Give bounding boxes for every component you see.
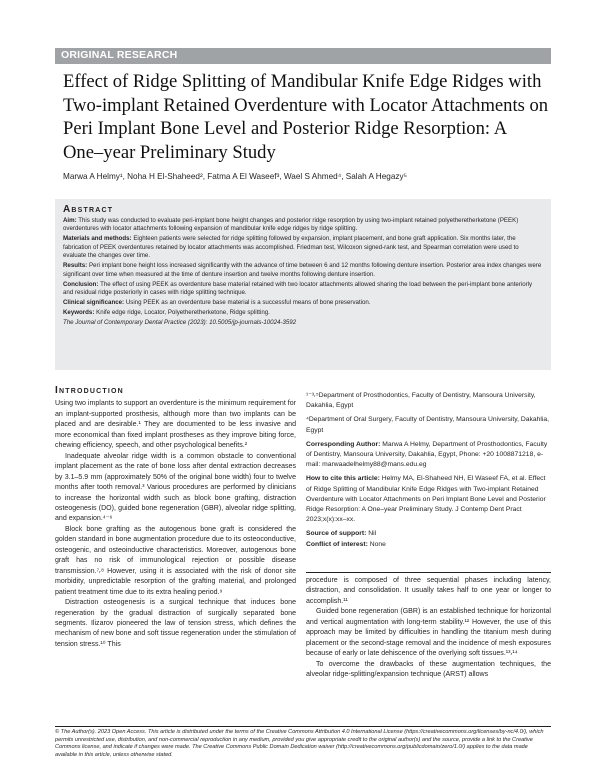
introduction-heading: Introduction [55, 385, 124, 396]
significance-label: Clinical significance: [63, 299, 125, 307]
how-to-cite [306, 474, 551, 525]
license-notice: © The Author(s). 2023 Open Access. This article is distributed under the terms of the Creative Commons Attribution 4.0 International License (https://creativecommons.org/licenses/by-nc/4.0/), which permits unrestricted use, distribution, and non-commercial reproduction in any medium, provided you give appropriate credit to the original author(s) and the source, provide a link to the Creative Commons license, and indicate if changes were made. The Creative Commons Public Domain Dedication waiver (http://creativecommons.org/publicdomain/zero/1.0/) applies to the data made available in this article, unless otherwise stated. [55, 729, 544, 758]
results-label: Results: [63, 262, 88, 270]
abstract-results [63, 262, 543, 279]
methods-label: Materials and methods: [63, 235, 132, 243]
source-of-support [306, 529, 551, 539]
author-list: Marwa A Helmy¹, Noha H El-Shaheed², Fatma A El Waseef³, Wael S Ahmed⁴, Salah A Hegazy⁵ [63, 172, 407, 181]
aim-text: This study was conducted to evaluate peri-implant bone height changes and posterior ridge resorption by using two-implant retained polyetheretherketone (PEEK) overdentures with locator attachments following expansion of mandibular knife edge ridges by ridge splitting. [63, 217, 519, 233]
conclusion-label: Conclusion: [63, 280, 99, 288]
intro-paragraph-1: Using two implants to support an overdenture is the minimum requirement for an implant-supported prosthesis, although more than two implants can be placed and are desirable.¹ They are documented to be less invasive and more economical than fixed implant prostheses as they improve biting force, chewing efficiency, speech, and other psychological benefits.² [55, 400, 296, 450]
aim-label: Aim: [63, 217, 77, 224]
methods-text: Eighteen patients were selected for ridge splitting followed by expansion, implant placement, and bone graft application. Six months later, the fabrication of PEEK overdentures retained by locator attachments was accomplished. Friedman test, Wilcoxon signed-rank test, and Spearman correlation were used to evaluate the changes over time. [63, 235, 519, 260]
intro-paragraph-3: Block bone grafting as the autogenous bone graft is considered the golden standard in bone augmentation procedure due to its osteoconductive, osteogenic, and osteoinductive characteristics. Moreover, autogenous bone graft has no risk of immunological rejection or possible disease transmission.⁷⸴⁸ However, using it is associated with the risk of donor site morbidity, unpredictable resorption of the grafting material, and prolonged patient treatment time due to its extra healing period.⁹ [55, 525, 296, 596]
journal-citation: The Journal of Contemporary Dental Practice (2023): 10.5005/jp-journals-10024-3592 [63, 319, 297, 327]
banner-label: ORIGINAL RESEARCH [61, 49, 178, 61]
right-paragraph-1: procedure is composed of three sequential phases including latency, distraction, and consolidation. It usually takes half to one year or longer to accomplish.¹¹ [306, 577, 551, 605]
abstract-heading: Abstract [63, 204, 114, 215]
intro-paragraph-2: Inadequate alveolar ridge width is a common obstacle to conventional implant placement as the rate of bone loss after dental extraction decreases by 3.1–5.9 mm (approximately 50% of the original bone width) four to twelve months after tooth removal.³ Various procedures are performed by clinicians to increase the horizontal width such as block bone grafting, distraction osteogenesis (DO), guided bone regeneration (GBR), alveolar ridge splitting, and expansion.⁴⁻⁶ [55, 452, 296, 523]
results-text: Peri implant bone height loss increased significantly with the advance of time between 6 and 12 months following denture insertion. Posterior area index changes were significant over time when measured at the time of denture insertion and twelve months following denture insertion. [63, 262, 542, 278]
corr-label: Corresponding Author: [306, 440, 381, 448]
cite-label: How to cite this article: [306, 475, 380, 483]
support-text: Nil [368, 530, 377, 538]
support-label: Source of support: [306, 530, 367, 538]
cite-text: Helmy MA, El-Shaheed NH, El Waseef FA, et al. Effect of Ridge Splitting of Mandibular Knife Edge Ridges with Two-implant Retained Overdenture with Locator Attachments on Peri Implant Bone Level and Posterior Ridge Resorption: A One–year Preliminary Study. J Contemp Dent Pract 2023;x(x):xx–xx. [306, 475, 546, 524]
abstract-keywords [63, 309, 543, 317]
conclusion-text: The effect of using PEEK as overdenture base material retained with two locator attachments allowed sharing the load between the peri-implant bone anteriorly and residual ridge posteriorly in cases with ridge splitting technique. [63, 280, 533, 297]
intro-paragraph-4: Distraction osteogenesis is a surgical technique that induces bone regeneration by the gradual distraction of surgically separated bone segments. Ilizarov pioneered the law of tension stress, which defines the mechanism of new bone and soft tissue regeneration under the stimulation of tension stress.¹⁰ This [55, 599, 296, 648]
affiliations-block [306, 391, 551, 554]
conflict-label: Conflict of interest: [306, 540, 368, 548]
corr-text: Marwa A Helmy, Department of Prosthodontics, Faculty of Dentistry, Mansoura University, Dakahlia, Egypt, Phone: +20 1008871218, e-mail: marwaadelhelmy88@mans.edu.eg [306, 440, 548, 469]
section-banner [55, 48, 551, 64]
conflict-text: None [369, 540, 386, 548]
affiliation-divider [306, 572, 551, 573]
abstract-significance [63, 299, 543, 307]
footer-divider [55, 726, 551, 727]
abstract-box [55, 199, 551, 370]
significance-text: Using PEEK as an overdenture base material is a successful means of bone preservation. [125, 299, 371, 307]
right-paragraph-3: To overcome the drawbacks of these augmentation techniques, the alveolar ridge-splitting/expansion technique (ARST) allows [306, 660, 551, 679]
affiliation-2: ⁴Department of Oral Surgery, Faculty of Dentistry, Mansoura University, Dakahlia, Egypt [306, 416, 549, 434]
article-title: Effect of Ridge Splitting of Mandibular Knife Edge Ridges with Two-implant Retained Overdenture with Locator Attachments on Peri Implant Bone Level and Posterior Ridge Resorption: A One–year Preliminary Study [63, 71, 549, 163]
corresponding-author [306, 440, 551, 471]
keywords-text: Knife edge ridge, Locator, Polyetheretherketone, Ridge splitting. [96, 309, 270, 317]
abstract-methods [63, 235, 543, 260]
left-column [55, 386, 296, 650]
conflict-of-interest [306, 540, 551, 550]
right-column-body [306, 576, 551, 681]
right-paragraph-2: Guided bone regeneration (GBR) is an established technique for horizontal and vertical augmentation with long-term stability.¹² However, the use of this approach may be limited by difficulties in handling the titanium mesh during placement or the second-stage removal and the incidence of mesh exposures because of early or late dehiscence of the overlying soft tissues.¹³⸴¹⁴ [306, 608, 551, 658]
affiliation-1: ¹⁻³⸴⁵Department of Prosthodontics, Faculty of Dentistry, Mansoura University, Dakahlia, Egypt [306, 392, 536, 410]
abstract-aim [63, 217, 543, 234]
abstract-conclusion [63, 281, 543, 298]
keywords-label: Keywords: [63, 309, 95, 317]
